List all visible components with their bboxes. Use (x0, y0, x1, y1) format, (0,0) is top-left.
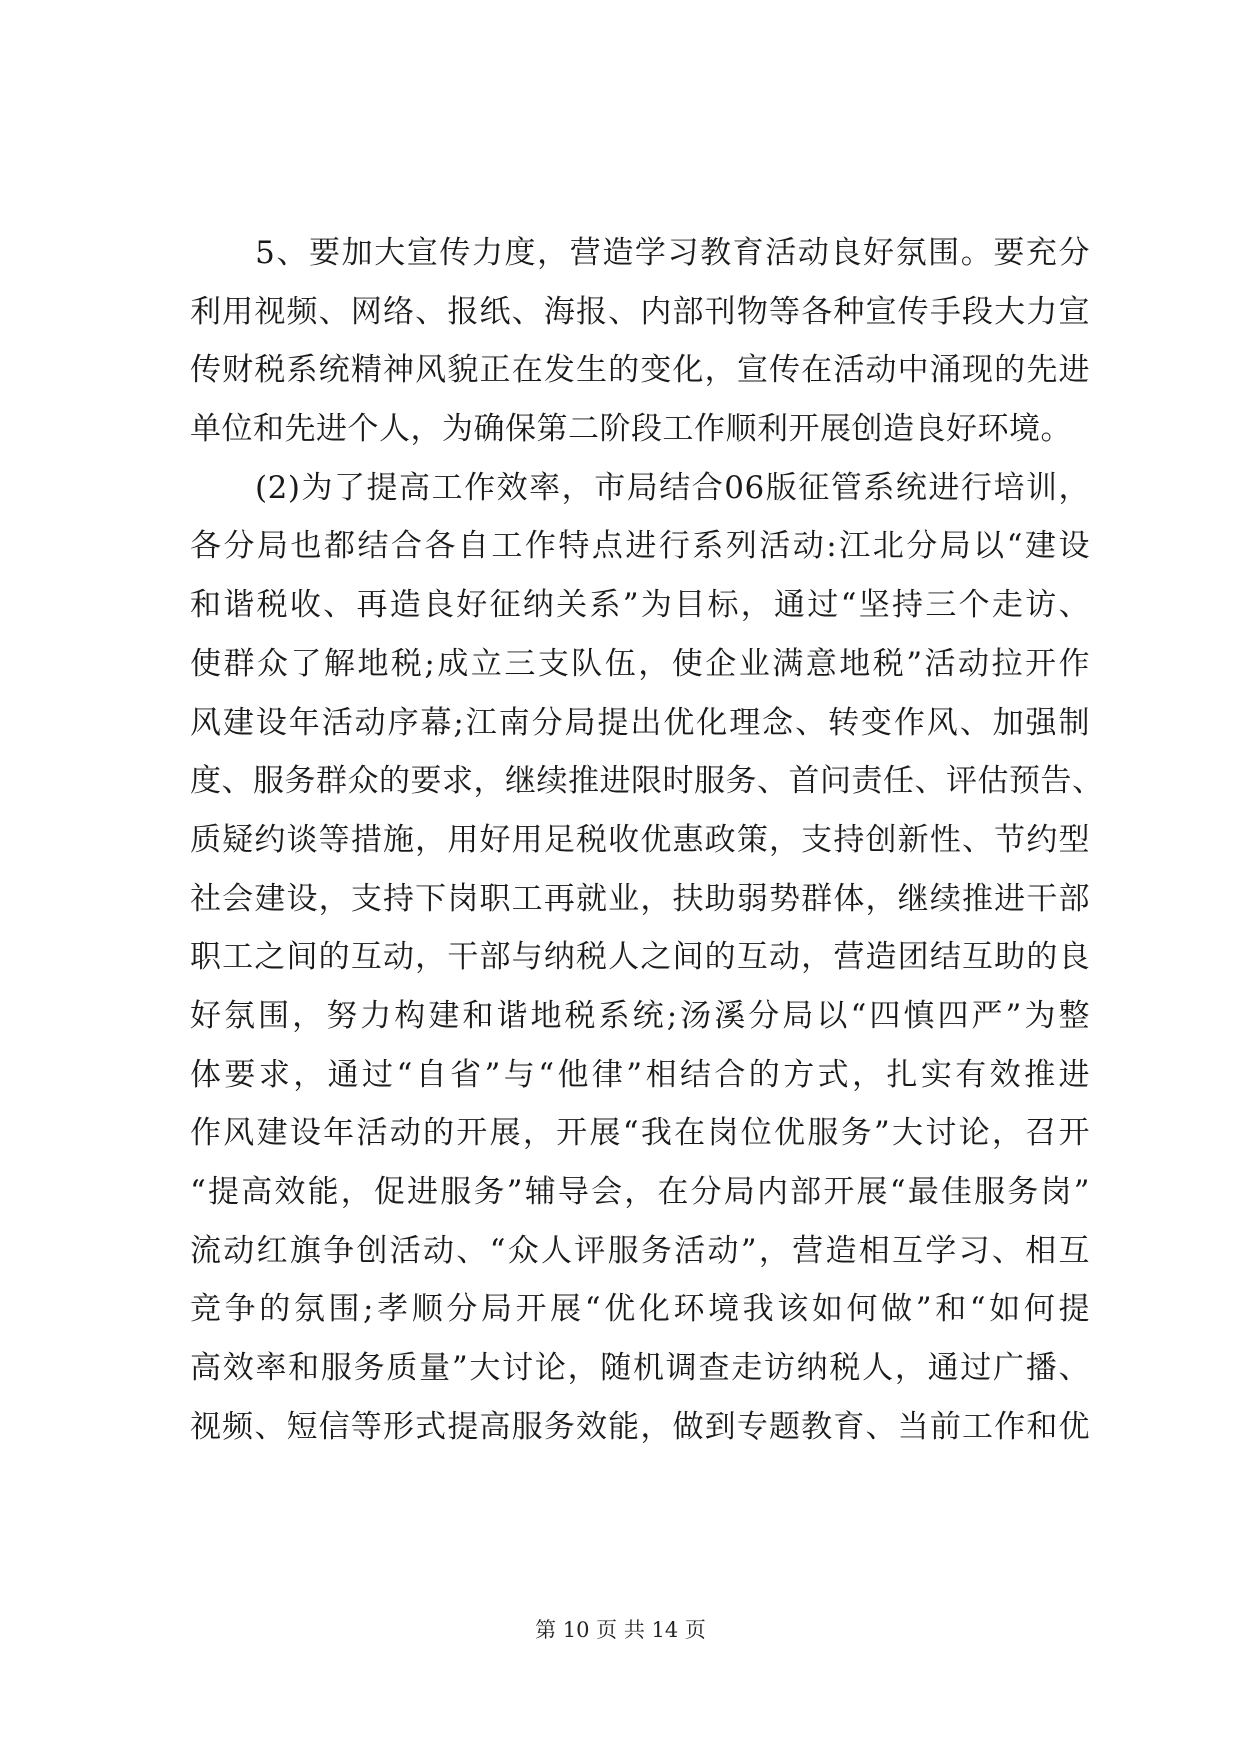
text-line: 传财税系统精神风貌正在发生的变化，宣传在活动中涌现的先进 (190, 352, 1090, 389)
text-line: 高效率和服务质量”大讨论，随机调查走访纳税人，通过广播、 (190, 1350, 1090, 1387)
text-line: 好氛围，努力构建和谐地税系统;汤溪分局以“四慎四严”为整 (190, 997, 1090, 1034)
text-line: 体要求，通过“自省”与“他律”相结合的方式，扎实有效推进 (190, 1056, 1090, 1093)
text-line: 利用视频、网络、报纸、海报、内部刊物等各种宣传手段大力宣 (190, 293, 1090, 330)
page-footer (0, 1615, 1241, 1645)
text-line: 风建设年活动序幕;江南分局提出优化理念、转变作风、加强制 (190, 704, 1090, 741)
text-line: 流动红旗争创活动、“众人评服务活动”，营造相互学习、相互 (190, 1232, 1090, 1269)
text-line: 社会建设，支持下岗职工再就业，扶助弱势群体，继续推进干部 (190, 880, 1090, 917)
text-line: 竞争的氛围;孝顺分局开展“优化环境我该如何做”和“如何提 (190, 1291, 1090, 1328)
text-line: 度、服务群众的要求，继续推进限时服务、首问责任、评估预告、 (190, 763, 1104, 800)
body-text (190, 224, 1104, 1456)
text-line: 各分局也都结合各自工作特点进行系列活动:江北分局以“建设 (190, 528, 1090, 565)
text-line: 视频、短信等形式提高服务效能，做到专题教育、当前工作和优 (190, 1408, 1090, 1445)
page-number: 第 10 页 共 14 页 (535, 1618, 706, 1642)
text-line: 作风建设年活动的开展，开展“我在岗位优服务”大讨论，召开 (190, 1115, 1090, 1152)
text-line: 质疑约谈等措施，用好用足税收优惠政策，支持创新性、节约型 (190, 821, 1090, 858)
text-line: 使群众了解地税;成立三支队伍，使企业满意地税”活动拉开作 (190, 645, 1090, 682)
text-line: “提高效能，促进服务”辅导会，在分局内部开展“最佳服务岗” (190, 1174, 1090, 1210)
text-line: 职工之间的互动，干部与纳税人之间的互动，营造团结互助的良 (190, 939, 1090, 976)
text-line: 5、要加大宣传力度，营造学习教育活动良好氛围。要充分 (190, 235, 1090, 271)
text-line: 单位和先进个人，为确保第二阶段工作顺利开展创造良好环境。 (190, 411, 1072, 448)
text-line: 和谐税收、再造良好征纳关系”为目标，通过“坚持三个走访、 (190, 587, 1090, 624)
text-line: (2)为了提高工作效率，市局结合06版征管系统进行培训， (190, 469, 1090, 506)
